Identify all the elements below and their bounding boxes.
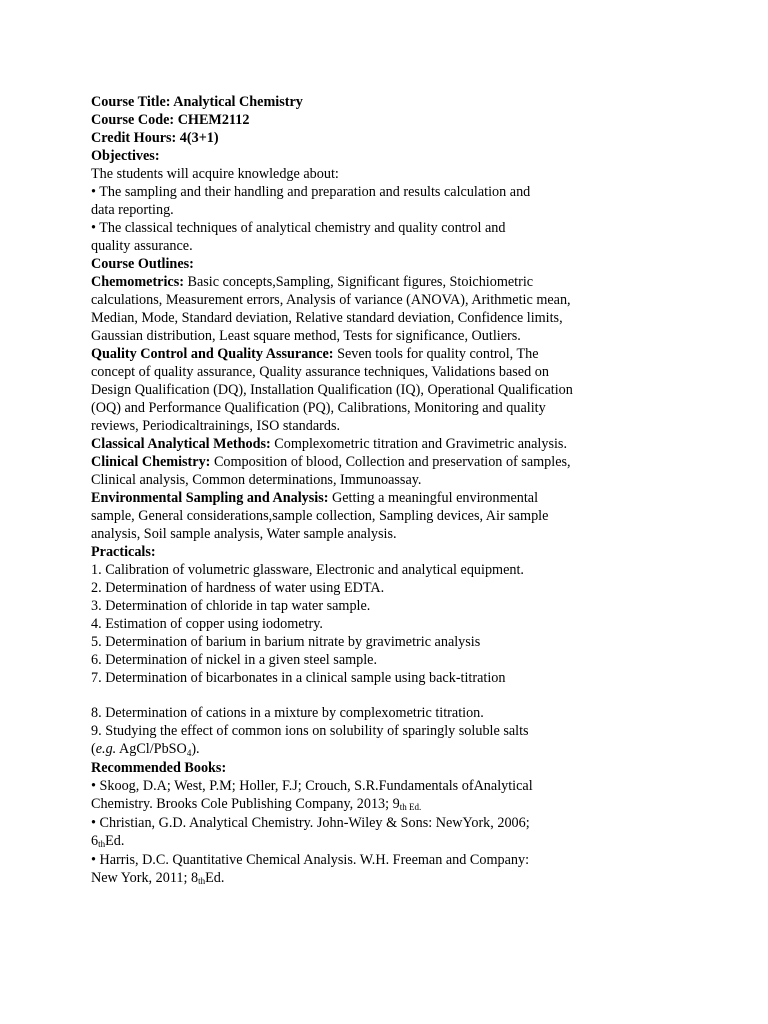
quality-control-line-1 [91, 345, 731, 363]
book-1-edition-suffix: th Ed. [399, 802, 422, 812]
book-3-edition-suffix: th [198, 876, 206, 886]
environmental-line-2: sample, General considerations,sample collection, Sampling devices, Air sample [91, 508, 549, 524]
chemometrics-line-1 [91, 273, 731, 291]
book-2-edition-label: Ed. [105, 833, 125, 849]
clinical-chemistry-text: Composition of blood, Collection and preservation of samples, [210, 454, 571, 470]
eg-abbreviation: e.g. [95, 741, 117, 757]
book-2-edition-suffix: th [98, 839, 106, 849]
objective-2-line-1: • The classical techniques of analytical chemistry and quality control and [91, 220, 506, 236]
objectives-heading: Objectives: [91, 148, 160, 164]
quality-control-line-4: (OQ) and Performance Qualification (PQ), Calibrations, Monitoring and quality [91, 400, 546, 416]
chemometrics-label: Chemometrics: [91, 274, 184, 290]
book-3-edition-label: Ed. [205, 870, 225, 886]
book-1-line-2 [91, 795, 731, 814]
book-3-text: New York, 2011; 8 [91, 870, 199, 886]
practical-item-2: 2. Determination of hardness of water using EDTA. [91, 580, 385, 596]
practical-item-1: 1. Calibration of volumetric glassware, Electronic and analytical equipment. [91, 562, 524, 578]
practical-item-3: 3. Determination of chloride in tap water sample. [91, 598, 371, 614]
book-2-line-1: • Christian, G.D. Analytical Chemistry. John-Wiley & Sons: NewYork, 2006; [91, 815, 530, 831]
quality-control-line-3: Design Qualification (DQ), Installation Qualification (IQ), Operational Qualification [91, 382, 573, 398]
quality-control-line-2: concept of quality assurance, Quality assurance techniques, Validations based on [91, 364, 549, 380]
salt-formula: AgCl/PbSO [116, 741, 187, 757]
practical-item-4: 4. Estimation of copper using iodometry. [91, 616, 323, 632]
practical-item-5: 5. Determination of barium in barium nitrate by gravimetric analysis [91, 634, 481, 650]
clinical-chemistry-line-2: Clinical analysis, Common determinations, Immunoassay. [91, 472, 422, 488]
practical-item-7: 7. Determination of bicarbonates in a clinical sample using back-titration [91, 670, 506, 686]
environmental-text: Getting a meaningful environmental [328, 490, 539, 506]
practical-item-8: 8. Determination of cations in a mixture by complexometric titration. [91, 705, 484, 721]
practicals-heading: Practicals: [91, 544, 156, 560]
clinical-chemistry-line-1 [91, 453, 731, 471]
clinical-chemistry-label: Clinical Chemistry: [91, 454, 211, 470]
course-title: Course Title: Analytical Chemistry [91, 94, 303, 110]
environmental-label: Environmental Sampling and Analysis: [91, 490, 329, 506]
book-3-line-2 [91, 869, 731, 888]
objective-1-line-1: • The sampling and their handling and preparation and results calculation and [91, 184, 531, 200]
environmental-line-3: analysis, Soil sample analysis, Water sample analysis. [91, 526, 397, 542]
chemometrics-line-4: Gaussian distribution, Least square method, Tests for significance, Outliers. [91, 328, 521, 344]
syllabus-content [91, 93, 731, 888]
book-1-text: Chemistry. Brooks Cole Publishing Company, 2013; 9 [91, 796, 400, 812]
book-2-edition-number: 6 [91, 833, 99, 849]
classical-methods-line-1 [91, 435, 731, 453]
objectives-intro: The students will acquire knowledge about: [91, 166, 339, 182]
book-3-line-1: • Harris, D.C. Quantitative Chemical Analysis. W.H. Freeman and Company: [91, 852, 530, 868]
quality-control-line-5: reviews, Periodicaltrainings, ISO standards. [91, 418, 341, 434]
recommended-books-heading: Recommended Books: [91, 760, 227, 776]
subscript-4: 4 [186, 748, 192, 758]
practical-item-6: 6. Determination of nickel in a given steel sample. [91, 652, 378, 668]
classical-methods-label: Classical Analytical Methods: [91, 436, 271, 452]
quality-control-label: Quality Control and Quality Assurance: [91, 346, 334, 362]
course-code: Course Code: CHEM2112 [91, 112, 250, 128]
course-outlines-heading: Course Outlines: [91, 256, 194, 272]
quality-control-text: Seven tools for quality control, The [333, 346, 539, 362]
chemometrics-line-2: calculations, Measurement errors, Analysis of variance (ANOVA), Arithmetic mean, [91, 292, 571, 308]
classical-methods-text: Complexometric titration and Gravimetric analysis. [270, 436, 568, 452]
book-2-line-2 [91, 832, 731, 851]
objective-2-line-2: quality assurance. [91, 238, 193, 254]
chemometrics-text: Basic concepts,Sampling, Significant figures, Stoichiometric [183, 274, 534, 290]
paragraph-gap [91, 687, 731, 704]
environmental-line-1 [91, 489, 731, 507]
credit-hours: Credit Hours: 4(3+1) [91, 130, 219, 146]
paren-open: ( [91, 741, 96, 757]
paren-close: ). [191, 741, 200, 757]
objective-1-line-2: data reporting. [91, 202, 174, 218]
chemometrics-line-3: Median, Mode, Standard deviation, Relative standard deviation, Confidence limits, [91, 310, 563, 326]
practical-item-9-line-1: 9. Studying the effect of common ions on solubility of sparingly soluble salts [91, 723, 529, 739]
book-1-line-1: • Skoog, D.A; West, P.M; Holler, F.J; Crouch, S.R.Fundamentals ofAnalytical [91, 778, 533, 794]
practical-item-9-line-2 [91, 740, 731, 759]
